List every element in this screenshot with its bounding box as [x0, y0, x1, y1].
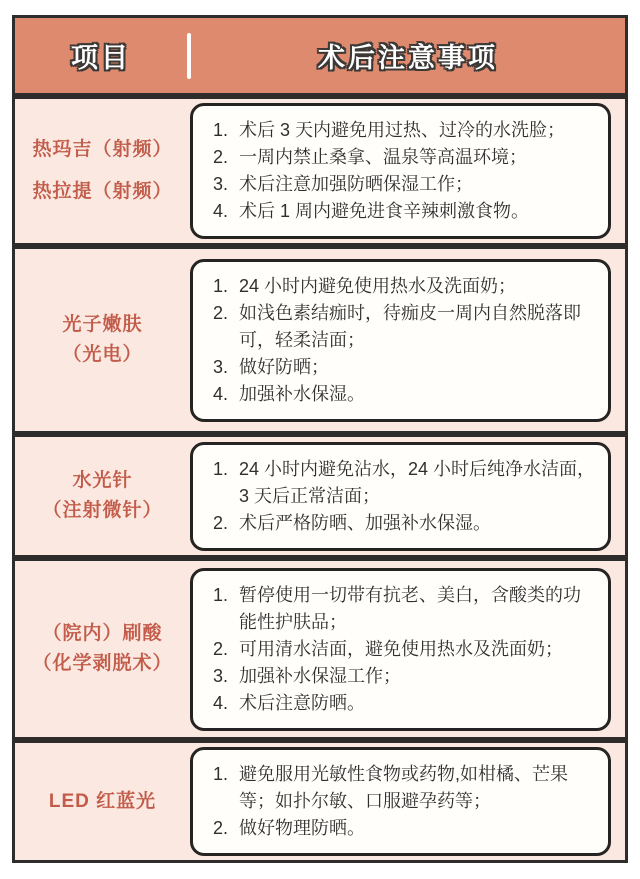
- instruction-item: [213, 761, 596, 815]
- item-number: 3.: [213, 665, 229, 686]
- item-number: 1.: [213, 275, 229, 296]
- item-number: 2.: [213, 512, 229, 533]
- item-text: 如浅色素结痂时，待痂皮一周内自然脱落即可，轻柔洁面；: [239, 302, 581, 350]
- item-text: 术后注意防晒。: [239, 692, 365, 713]
- item-number: 3.: [213, 356, 229, 377]
- instructions-box: [190, 747, 611, 856]
- label-line: （院内）刷酸: [42, 623, 163, 645]
- item-text: 术后严格防晒、加强补水保湿。: [239, 512, 491, 533]
- item-number: 4.: [213, 692, 229, 713]
- label-line: 水光针: [72, 470, 133, 492]
- item-text: 避免服用光敏性食物或药物,如柑橘、芒果等；如扑尔敏、口服避孕药等；: [239, 764, 568, 811]
- instruction-item: [213, 582, 596, 636]
- procedure-label: [15, 621, 190, 676]
- table-row: [12, 740, 628, 863]
- instruction-item: [213, 636, 596, 663]
- instruction-item: [213, 273, 596, 300]
- item-text: 可用清水洁面，避免使用热水及洗面奶；: [239, 638, 563, 659]
- instruction-item: [213, 171, 596, 198]
- item-text: 24 小时内避免沾水，24 小时后纯净水洁面，3 天后正常洁面；: [239, 458, 596, 506]
- item-text: 一周内禁止桑拿、温泉等高温环境；: [239, 147, 527, 167]
- item-text: 加强补水保湿。: [239, 383, 365, 404]
- instruction-item: [213, 690, 596, 717]
- label-line: （化学剥脱术）: [32, 653, 173, 674]
- instruction-item: [213, 663, 596, 690]
- aftercare-table: [12, 15, 628, 863]
- header-cell-notes: 术后注意事项: [318, 43, 498, 73]
- instructions-box: [190, 568, 611, 731]
- item-number: 1.: [213, 764, 229, 784]
- instruction-item: [213, 144, 596, 171]
- item-number: 1.: [213, 120, 229, 140]
- instructions-box: [190, 442, 611, 551]
- item-text: 暂停使用一切带有抗老、美白，含酸类的功能性护肤品；: [239, 584, 581, 632]
- label-line: LED 红蓝光: [48, 790, 157, 812]
- item-text: 24 小时内避免使用热水及洗面奶；: [239, 275, 517, 296]
- item-text: 术后注意加强防晒保湿工作；: [239, 174, 473, 194]
- item-number: 1.: [213, 584, 229, 605]
- procedure-label: [15, 312, 190, 367]
- item-number: 2.: [213, 818, 229, 838]
- header-cell-project: 项目: [71, 43, 131, 73]
- instruction-item: [213, 456, 596, 510]
- instruction-item: [213, 510, 596, 537]
- instruction-item: [213, 300, 596, 354]
- instruction-item: [213, 354, 596, 381]
- label-line: 热拉提（射频）: [32, 181, 173, 202]
- label-line: 光子嫩肤: [62, 314, 143, 336]
- item-number: 2.: [213, 638, 229, 659]
- instruction-item: [213, 381, 596, 408]
- procedure-label: [15, 468, 190, 523]
- item-number: 2.: [213, 147, 229, 167]
- item-text: 术后 1 周内避免进食辛辣刺激食物。: [239, 201, 530, 221]
- item-number: 4.: [213, 201, 229, 221]
- item-number: 2.: [213, 302, 229, 323]
- instruction-item: [213, 198, 596, 225]
- item-number: 4.: [213, 383, 229, 404]
- item-text: 做好物理防晒。: [239, 818, 365, 838]
- item-text: 术后 3 天内避免用过热、过冷的水洗脸；: [239, 120, 566, 140]
- item-number: 3.: [213, 174, 229, 194]
- table-header-row: [12, 15, 628, 96]
- label-line: （光电）: [62, 344, 143, 365]
- table-row: [12, 96, 628, 246]
- item-text: 做好防晒；: [239, 356, 329, 377]
- instruction-item: [213, 815, 596, 842]
- label-line: 热玛吉（射频）: [32, 139, 173, 161]
- table-row: [12, 434, 628, 558]
- instructions-box: [190, 103, 611, 239]
- procedure-label: [15, 137, 190, 204]
- table-row: [12, 558, 628, 740]
- item-text: 加强补水保湿工作；: [239, 665, 401, 686]
- label-line: （注射微针）: [42, 500, 163, 521]
- instructions-box: [190, 259, 611, 422]
- procedure-label: [15, 789, 190, 815]
- table-row: [12, 246, 628, 434]
- item-number: 1.: [213, 458, 229, 479]
- instruction-item: [213, 117, 596, 144]
